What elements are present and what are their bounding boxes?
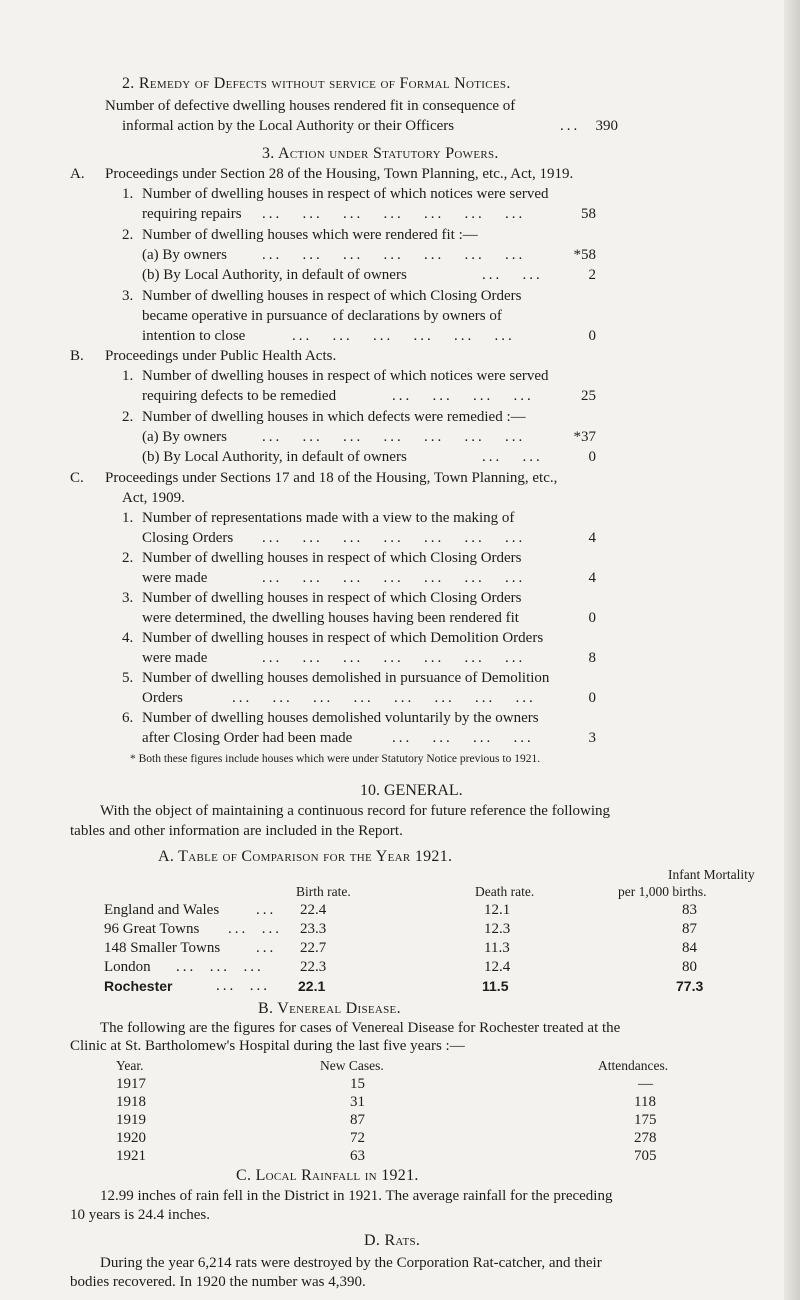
item-number: 3. [122, 590, 134, 606]
text-line: During the year 6,214 rats were destroyed by the Corporation Rat-catcher, and their [100, 1255, 602, 1271]
table-b-new: 72 [350, 1130, 365, 1146]
text-line: Number of dwelling houses in respect of which Closing Orders [142, 288, 522, 304]
leader-dots: ... ... [216, 978, 270, 994]
value: 4 [588, 570, 596, 586]
value: 0 [588, 690, 596, 706]
table-a-birth: 22.7 [300, 940, 327, 956]
table-b-col-new: New Cases. [320, 1058, 384, 1073]
text-line: Number of representations made with a view to the making of [142, 510, 515, 526]
section-heading-statutory: 3. Action under Statutory Powers. [262, 145, 499, 162]
text-line: Closing Orders [142, 530, 234, 546]
table-a-name: London [104, 959, 151, 975]
rats-heading: D. Rats. [364, 1232, 421, 1249]
leader-dots: ... ... [482, 449, 543, 465]
table-b-att: 278 [634, 1130, 657, 1146]
text-line: after Closing Order had been made [142, 730, 353, 746]
table-a-col-death: Death rate. [475, 884, 535, 899]
section-heading-remedy: 2. Remedy of Defects without service of Formal Notices. [122, 75, 511, 92]
table-a-infant: 87 [682, 921, 697, 937]
leader-dots: ... ... ... ... ... ... ... [262, 429, 526, 445]
item-number: 2. [122, 550, 134, 566]
text-line: requiring repairs [142, 206, 242, 222]
text-line: The following are the figures for cases of Venereal Disease for Rochester treated at the [100, 1020, 621, 1036]
value: 8 [588, 650, 596, 666]
table-a-birth: 22.1 [298, 978, 326, 994]
value: 0 [588, 328, 596, 344]
item-number: 3. [122, 288, 134, 304]
table-b-heading: B. Venereal Disease. [258, 1000, 401, 1017]
table-b-att: 175 [634, 1112, 657, 1128]
table-b-new: 63 [350, 1148, 365, 1164]
value: 2 [588, 267, 596, 283]
table-a-death: 12.4 [484, 959, 511, 975]
value: 0 [588, 610, 596, 626]
table-a-birth: 23.3 [300, 921, 327, 937]
leader-dots: ... [256, 940, 277, 956]
leader-dots: ... ... ... ... ... ... [292, 328, 515, 344]
item-number: 1. [122, 368, 134, 384]
leader-dots: ... ... ... ... [392, 388, 534, 404]
text-line: Number of dwelling houses in which defects were remedied :— [142, 409, 526, 425]
table-a-infant: 80 [682, 959, 697, 975]
item-number: 1. [122, 510, 134, 526]
text-line: requiring defects to be remedied [142, 388, 337, 404]
value: 4 [588, 530, 596, 546]
leader-dots: ... ... ... ... ... ... ... [262, 247, 526, 263]
table-a-death: 12.3 [484, 921, 511, 937]
leader-dots: ... [256, 902, 277, 918]
section-letter: B. [70, 348, 84, 364]
table-b-year: 1917 [116, 1076, 146, 1092]
value: 25 [581, 388, 596, 404]
text-line: Number of dwelling houses demolished in pursuance of Demolition [142, 670, 550, 686]
section-letter: A. [70, 166, 85, 182]
text-line: With the object of maintaining a continuous record for future reference the following [100, 803, 611, 819]
text-line: 10 years is 24.4 inches. [70, 1207, 210, 1223]
text-line: Number of dwelling houses which were rendered fit :— [142, 227, 478, 243]
table-b-col-year: Year. [116, 1058, 144, 1073]
text-line: (b) By Local Authority, in default of owners [142, 267, 407, 283]
text-line: bodies recovered. In 1920 the number was 4,390. [70, 1274, 366, 1290]
table-b-new: 87 [350, 1112, 365, 1128]
leader-dots: ... ... [482, 267, 543, 283]
text-line: Number of dwelling houses in respect of which notices were served [142, 368, 549, 384]
leader-dots: ... ... ... ... ... ... ... [262, 206, 526, 222]
table-a-heading: A. Table of Comparison for the Year 1921. [158, 848, 453, 865]
table-a-col-infant-2: per 1,000 births. [618, 884, 707, 899]
section-heading-general: 10. GENERAL. [360, 782, 463, 799]
item-number: 5. [122, 670, 134, 686]
text-line: Number of dwelling houses in respect of which notices were served [142, 186, 549, 202]
text-line: Number of dwelling houses demolished voluntarily by the owners [142, 710, 539, 726]
leader-dots: ... ... ... ... [392, 730, 534, 746]
text-line: were made [142, 650, 208, 666]
section-letter: C. [70, 470, 84, 486]
table-b-year: 1921 [116, 1148, 146, 1164]
rainfall-heading: C. Local Rainfall in 1921. [236, 1167, 419, 1184]
table-a-name: 148 Smaller Towns [104, 940, 221, 956]
table-b-year: 1919 [116, 1112, 146, 1128]
value: 58 [581, 206, 596, 222]
text-line: (a) By owners [142, 429, 227, 445]
item-number: 2. [122, 227, 134, 243]
page-edge-shadow [784, 0, 800, 1300]
text-line: Proceedings under Sections 17 and 18 of the Housing, Town Planning, etc., [105, 470, 558, 486]
text-line: Act, 1909. [122, 490, 185, 506]
text-line: Clinic at St. Bartholomew's Hospital during the last five years :— [70, 1038, 465, 1054]
text-line: were made [142, 570, 208, 586]
item-number: 4. [122, 630, 134, 646]
table-a-name: England and Wales [104, 902, 220, 918]
leader-dots: ... [560, 118, 581, 134]
value-informal-action: 390 [595, 118, 618, 134]
table-a-infant: 84 [682, 940, 697, 956]
text-line: (a) By owners [142, 247, 227, 263]
leader-dots: ... ... [228, 921, 282, 937]
text-line: Number of dwelling houses in respect of which Closing Orders [142, 550, 522, 566]
table-a-infant: 83 [682, 902, 697, 918]
table-a-birth: 22.3 [300, 959, 327, 975]
value: *58 [573, 247, 596, 263]
table-a-col-infant-1: Infant Mortality [668, 867, 755, 882]
text-line: Number of defective dwelling houses rendered fit in consequence of [105, 98, 516, 114]
leader-dots: ... ... ... ... ... ... ... ... [232, 690, 536, 706]
table-b-new: 15 [350, 1076, 365, 1092]
value: *37 [573, 429, 596, 445]
text-line: Number of dwelling houses in respect of which Demolition Orders [142, 630, 544, 646]
table-a-birth: 22.4 [300, 902, 327, 918]
footnote: * Both these figures include houses which were under Statutory Notice previous to 1921. [130, 753, 541, 765]
table-a-col-birth: Birth rate. [296, 884, 351, 899]
table-b-year: 1920 [116, 1130, 146, 1146]
item-number: 6. [122, 710, 134, 726]
table-b-year: 1918 [116, 1094, 146, 1110]
table-b-new: 31 [350, 1094, 365, 1110]
text-line: 12.99 inches of rain fell in the District in 1921. The average rainfall for the preceding [100, 1188, 613, 1204]
text-line: tables and other information are included in the Report. [70, 823, 403, 839]
table-b-att: 705 [634, 1148, 657, 1164]
text-line: intention to close [142, 328, 246, 344]
text-line: became operative in pursuance of declarations by owners of [142, 308, 502, 324]
leader-dots: ... ... ... [176, 959, 264, 975]
table-a-death: 11.5 [482, 978, 509, 994]
table-b-col-attendances: Attendances. [598, 1058, 669, 1073]
table-a-death: 12.1 [484, 902, 511, 918]
text-line: (b) By Local Authority, in default of owners [142, 449, 407, 465]
value: 0 [588, 449, 596, 465]
text-line: Orders [142, 690, 183, 706]
text-line: Proceedings under Section 28 of the Housing, Town Planning, etc., Act, 1919. [105, 166, 574, 182]
text-line: informal action by the Local Authority or their Officers [122, 118, 455, 134]
text-line: Number of dwelling houses in respect of which Closing Orders [142, 590, 522, 606]
table-a-death: 11.3 [484, 940, 510, 956]
table-b-att: 118 [634, 1094, 656, 1110]
value: 3 [588, 730, 596, 746]
leader-dots: ... ... ... ... ... ... ... [262, 650, 526, 666]
table-a-name: Rochester [104, 978, 173, 994]
item-number: 2. [122, 409, 134, 425]
leader-dots: ... ... ... ... ... ... ... [262, 530, 526, 546]
table-b-att: — [638, 1076, 653, 1092]
leader-dots: ... ... ... ... ... ... ... [262, 570, 526, 586]
item-number: 1. [122, 186, 134, 202]
text-line: Proceedings under Public Health Acts. [105, 348, 337, 364]
table-a-name: 96 Great Towns [104, 921, 200, 937]
text-line: were determined, the dwelling houses having been rendered fit [142, 610, 519, 626]
table-a-infant: 77.3 [676, 978, 704, 994]
